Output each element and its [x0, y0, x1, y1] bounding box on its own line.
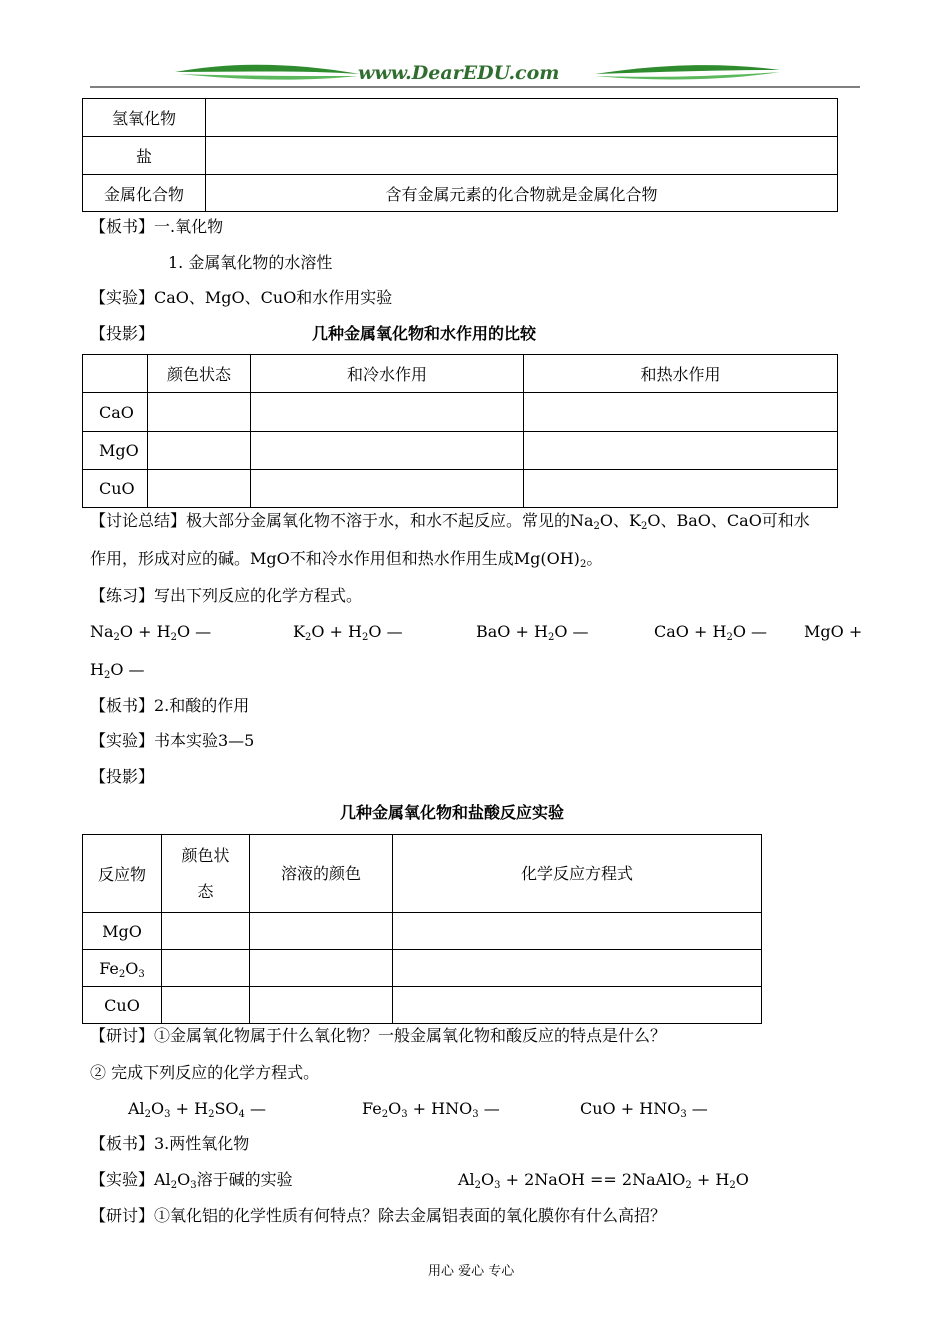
discussion-text: 【讨论总结】极大部分金属氧化物不溶于水，和水不起反应。常见的Na — [90, 511, 594, 530]
eq-text: O — [481, 1170, 495, 1189]
discussion-text: 。 — [586, 549, 603, 568]
water-reaction-table — [82, 354, 838, 508]
equation — [654, 622, 767, 642]
equation — [458, 1170, 749, 1190]
table-header: 和热水作用 — [524, 355, 838, 393]
subscript: 2 — [170, 632, 177, 643]
site-logo-text: www.DearEDU.com — [358, 62, 560, 84]
discussion-text: O、K — [599, 511, 641, 530]
eq-text: — — [478, 1099, 500, 1118]
table-row-label: MgO — [83, 432, 148, 470]
subscript: 2 — [593, 521, 600, 532]
acid-reaction-table — [82, 834, 762, 1024]
subscript: 3 — [138, 968, 145, 980]
eq-text: O — — [368, 622, 403, 641]
eq-text: + H — [170, 1099, 209, 1118]
text-line: ② 完成下列反应的化学方程式。 — [90, 1063, 320, 1082]
eq-text: CaO + H — [654, 622, 727, 641]
text-line: 1. 金属氧化物的水溶性 — [168, 253, 333, 272]
subscript: 2 — [579, 559, 587, 570]
subscript: 3 — [680, 1109, 687, 1120]
table-header — [162, 835, 250, 913]
subscript: 2 — [103, 670, 111, 681]
subscript: 4 — [238, 1109, 245, 1120]
subscript: 2 — [208, 1109, 215, 1120]
table-header: 反应物 — [83, 835, 162, 913]
line-text: 【实验】Al — [90, 1170, 171, 1189]
eq-text: + 2NaOH == 2NaAlO — [500, 1170, 686, 1189]
table-cell — [148, 393, 251, 432]
eq-text: O — [388, 1099, 402, 1118]
equation — [362, 1099, 500, 1119]
cell-text: Fe — [99, 958, 119, 978]
eq-text: O + H — [119, 622, 171, 641]
subscript: 2 — [547, 632, 555, 643]
eq-text: — — [244, 1099, 266, 1118]
subscript: 2 — [729, 1180, 736, 1191]
equation — [90, 622, 211, 642]
table-cell — [393, 913, 762, 950]
discussion-line-1 — [90, 511, 810, 531]
header-text: 态 — [197, 881, 214, 901]
table-row-label: CuO — [83, 987, 162, 1024]
table-header: 化学反应方程式 — [393, 835, 762, 913]
eq-text: Na — [90, 622, 114, 641]
subscript: 2 — [118, 968, 126, 980]
table-cell — [162, 987, 250, 1024]
table-row-label: CaO — [83, 393, 148, 432]
table-cell-label: 金属化合物 — [83, 175, 206, 212]
table-cell — [250, 913, 393, 950]
table-header: 溶液的颜色 — [250, 835, 393, 913]
projection-tag: 【投影】 — [90, 324, 155, 343]
eq-text: O — — [554, 622, 589, 641]
subscript: 2 — [641, 521, 648, 532]
table-title: 几种金属氧化物和水作用的比较 — [312, 324, 537, 343]
table-cell-content: 含有金属元素的化合物就是金属化合物 — [206, 175, 838, 212]
table-cell — [524, 393, 838, 432]
cell-text: O — [125, 958, 139, 978]
eq-text: O + H — [311, 622, 362, 641]
table-title: 几种金属氧化物和盐酸反应实验 — [340, 803, 565, 822]
table-cell — [524, 432, 838, 470]
table-row-label: CuO — [83, 470, 148, 508]
eq-text: Fe — [362, 1099, 382, 1118]
subscript: 2 — [685, 1180, 692, 1191]
subscript: 2 — [170, 1180, 178, 1191]
header-banner — [90, 60, 860, 90]
subscript: 2 — [304, 632, 312, 643]
eq-text: K — [293, 622, 305, 641]
discussion-line-2 — [90, 549, 602, 569]
subscript: 3 — [190, 1180, 197, 1191]
subscript: 3 — [401, 1109, 408, 1120]
eq-text: + HNO — [407, 1099, 473, 1118]
table-cell — [393, 987, 762, 1024]
eq-text: O — [735, 1170, 749, 1189]
text-line: 【研讨】①金属氧化物属于什么氧化物？一般金属氧化物和酸反应的特点是什么？ — [90, 1026, 667, 1045]
eq-text: — — [686, 1099, 708, 1118]
subscript: 2 — [144, 1109, 152, 1120]
eq-text: O — — [732, 622, 768, 641]
equation — [128, 1099, 266, 1119]
discussion-text: 作用，形成对应的碱。MgO不和冷水作用但和热水作用生成Mg(OH) — [90, 549, 580, 568]
eq-text: CuO + HNO — [580, 1099, 681, 1118]
text-line: 【研讨】①氧化铝的化学性质有何特点？除去金属铝表面的氧化膜你有什么高招？ — [90, 1206, 667, 1225]
subscript: 2 — [361, 632, 369, 643]
text-line: 【实验】书本实验3—5 — [90, 731, 255, 750]
table-cell-content — [206, 137, 838, 175]
table-row-label: MgO — [83, 913, 162, 950]
table-cell — [148, 432, 251, 470]
text-line — [90, 1170, 293, 1190]
table-cell-label: 盐 — [83, 137, 206, 175]
text-line: 【投影】 — [90, 767, 155, 786]
equation — [580, 1099, 708, 1119]
subscript: 2 — [726, 632, 733, 643]
table-cell — [250, 987, 393, 1024]
eq-text: + H — [691, 1170, 730, 1189]
eq-text: O — — [110, 660, 145, 679]
text-line: 【板书】一.氧化物 — [90, 217, 224, 236]
line-text: O — [177, 1170, 191, 1189]
subscript: 2 — [381, 1109, 389, 1120]
equation — [90, 660, 145, 680]
text-line: 【板书】3.两性氧化物 — [90, 1134, 250, 1153]
line-text: 溶于碱的实验 — [196, 1170, 293, 1189]
eq-text: Al — [458, 1170, 475, 1189]
eq-text: Al — [128, 1099, 145, 1118]
table-cell — [251, 432, 524, 470]
subscript: 2 — [474, 1180, 482, 1191]
table-header — [83, 355, 148, 393]
table-cell — [162, 950, 250, 987]
equation: MgO + — [804, 622, 863, 641]
table-header: 颜色状态 — [148, 355, 251, 393]
subscript: 3 — [472, 1109, 479, 1120]
eq-text: O — — [176, 622, 212, 641]
discussion-text: O、BaO、CaO可和水 — [647, 511, 810, 530]
page-footer: 用心 爱心 专心 — [428, 1264, 515, 1279]
table-cell-label: 氢氧化物 — [83, 99, 206, 137]
header-text: 颜色状 — [181, 845, 230, 865]
table-cell — [162, 913, 250, 950]
table-cell — [251, 393, 524, 432]
subscript: 3 — [164, 1109, 171, 1120]
table-header: 和冷水作用 — [251, 355, 524, 393]
table-cell-content — [206, 99, 838, 137]
subscript: 2 — [113, 632, 120, 643]
text-line: 【板书】2.和酸的作用 — [90, 696, 250, 715]
eq-text: SO — [214, 1099, 239, 1118]
eq-text: H — [90, 660, 104, 679]
practice-label: 【练习】写出下列反应的化学方程式。 — [90, 586, 363, 605]
table-cell — [251, 470, 524, 508]
compound-table — [82, 98, 838, 212]
eq-text: BaO + H — [476, 622, 548, 641]
table-cell — [393, 950, 762, 987]
eq-text: O — [151, 1099, 165, 1118]
table-cell — [524, 470, 838, 508]
subscript: 3 — [494, 1180, 501, 1191]
table-cell — [250, 950, 393, 987]
equation — [476, 622, 589, 642]
text-line: 【实验】CaO、MgO、CuO和水作用实验 — [90, 288, 393, 307]
table-row-label — [83, 950, 162, 987]
table-cell — [148, 470, 251, 508]
equation — [293, 622, 403, 642]
